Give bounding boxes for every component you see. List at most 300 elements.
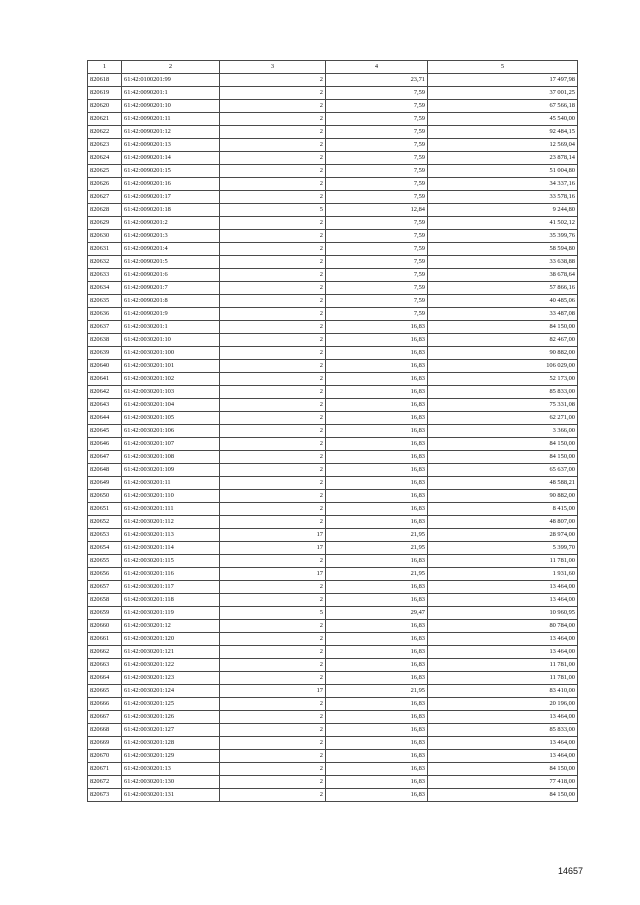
table-row <box>88 542 578 555</box>
table-cell-col-4: 16,83 <box>326 425 428 438</box>
table-cell-col-5: 11 781,00 <box>428 659 578 672</box>
table-cell-col-3: 2 <box>220 438 326 451</box>
table-cell-col-4: 16,83 <box>326 789 428 802</box>
table-cell-col-1: 820636 <box>88 308 122 321</box>
table-row <box>88 386 578 399</box>
table-cell-col-3: 2 <box>220 87 326 100</box>
table-cell-col-5: 13 464,00 <box>428 633 578 646</box>
table-cell-col-1: 820632 <box>88 256 122 269</box>
table-cell-col-1: 820663 <box>88 659 122 672</box>
table-row <box>88 516 578 529</box>
table-row <box>88 230 578 243</box>
table-cell-col-2: 61:42:0030201:129 <box>122 750 220 763</box>
table-row <box>88 451 578 464</box>
table-cell-col-4: 16,83 <box>326 334 428 347</box>
table-cell-col-4: 7,59 <box>326 282 428 295</box>
table-cell-col-2: 61:42:0030201:115 <box>122 555 220 568</box>
table-cell-col-4: 16,83 <box>326 776 428 789</box>
table-row <box>88 113 578 126</box>
table-cell-col-1: 820624 <box>88 152 122 165</box>
table-cell-col-3: 2 <box>220 243 326 256</box>
table-cell-col-2: 61:42:0030201:109 <box>122 464 220 477</box>
table-cell-col-2: 61:42:0090201:18 <box>122 204 220 217</box>
table-cell-col-4: 7,59 <box>326 139 428 152</box>
table-cell-col-5: 84 150,00 <box>428 321 578 334</box>
table-row <box>88 360 578 373</box>
cadastral-value-table <box>87 60 578 802</box>
table-cell-col-3: 17 <box>220 685 326 698</box>
table-row <box>88 295 578 308</box>
table-cell-col-3: 17 <box>220 542 326 555</box>
table-cell-col-4: 16,83 <box>326 659 428 672</box>
table-cell-col-4: 16,83 <box>326 412 428 425</box>
table-cell-col-2: 61:42:0030201:112 <box>122 516 220 529</box>
table-cell-col-3: 2 <box>220 321 326 334</box>
table-cell-col-4: 16,83 <box>326 464 428 477</box>
table-cell-col-5: 17 497,98 <box>428 74 578 87</box>
table-cell-col-3: 2 <box>220 477 326 490</box>
table-cell-col-4: 16,83 <box>326 321 428 334</box>
table-row <box>88 191 578 204</box>
table-cell-col-3: 2 <box>220 620 326 633</box>
table-cell-col-4: 16,83 <box>326 399 428 412</box>
table-cell-col-4: 21,95 <box>326 529 428 542</box>
table-cell-col-2: 61:42:0030201:128 <box>122 737 220 750</box>
table-cell-col-1: 820640 <box>88 360 122 373</box>
table-cell-col-5: 85 833,00 <box>428 386 578 399</box>
table-cell-col-3: 2 <box>220 230 326 243</box>
table-cell-col-3: 2 <box>220 126 326 139</box>
table-cell-col-5: 11 781,00 <box>428 555 578 568</box>
table-row <box>88 464 578 477</box>
table-cell-col-2: 61:42:0030201:102 <box>122 373 220 386</box>
table-cell-col-5: 13 464,00 <box>428 737 578 750</box>
table-cell-col-3: 2 <box>220 191 326 204</box>
table-cell-col-5: 8 415,00 <box>428 503 578 516</box>
table-cell-col-3: 2 <box>220 178 326 191</box>
table-cell-col-1: 820660 <box>88 620 122 633</box>
table-row <box>88 711 578 724</box>
table-cell-col-3: 2 <box>220 464 326 477</box>
table-cell-col-3: 2 <box>220 347 326 360</box>
header-row <box>88 61 578 74</box>
table-cell-col-3: 2 <box>220 724 326 737</box>
table-cell-col-3: 2 <box>220 295 326 308</box>
table-cell-col-3: 2 <box>220 711 326 724</box>
table-cell-col-4: 16,83 <box>326 360 428 373</box>
table-cell-col-2: 61:42:0030201:12 <box>122 620 220 633</box>
table-row <box>88 373 578 386</box>
table-cell-col-1: 820639 <box>88 347 122 360</box>
table-cell-col-3: 2 <box>220 152 326 165</box>
table-cell-col-3: 2 <box>220 581 326 594</box>
table-cell-col-2: 61:42:0030201:116 <box>122 568 220 581</box>
table-cell-col-4: 16,83 <box>326 555 428 568</box>
table-cell-col-3: 2 <box>220 139 326 152</box>
table-cell-col-1: 820656 <box>88 568 122 581</box>
table-cell-col-1: 820654 <box>88 542 122 555</box>
table-cell-col-4: 16,83 <box>326 672 428 685</box>
table-cell-col-5: 5 399,70 <box>428 542 578 555</box>
table-cell-col-1: 820635 <box>88 295 122 308</box>
table-row <box>88 438 578 451</box>
table-cell-col-2: 61:42:0030201:121 <box>122 646 220 659</box>
table-cell-col-4: 16,83 <box>326 698 428 711</box>
table-cell-col-3: 2 <box>220 672 326 685</box>
table-cell-col-3: 2 <box>220 334 326 347</box>
table-row <box>88 594 578 607</box>
table-cell-col-2: 61:42:0090201:11 <box>122 113 220 126</box>
table-cell-col-3: 2 <box>220 503 326 516</box>
table-cell-col-5: 67 566,18 <box>428 100 578 113</box>
table-cell-col-5: 65 637,00 <box>428 464 578 477</box>
table-cell-col-2: 61:42:0090201:9 <box>122 308 220 321</box>
table-cell-col-4: 16,83 <box>326 763 428 776</box>
table-cell-col-1: 820633 <box>88 269 122 282</box>
table-row <box>88 620 578 633</box>
table-cell-col-2: 61:42:0090201:1 <box>122 87 220 100</box>
table-cell-col-5: 83 410,00 <box>428 685 578 698</box>
table-cell-col-4: 16,83 <box>326 347 428 360</box>
table-cell-col-1: 820655 <box>88 555 122 568</box>
table-cell-col-1: 820661 <box>88 633 122 646</box>
table-cell-col-3: 17 <box>220 529 326 542</box>
table-cell-col-4: 16,83 <box>326 620 428 633</box>
table-cell-col-5: 84 150,00 <box>428 438 578 451</box>
table-cell-col-1: 820641 <box>88 373 122 386</box>
table-cell-col-1: 820657 <box>88 581 122 594</box>
table-cell-col-4: 7,59 <box>326 113 428 126</box>
table-cell-col-4: 29,47 <box>326 607 428 620</box>
table-row <box>88 269 578 282</box>
table-row <box>88 477 578 490</box>
table-cell-col-4: 16,83 <box>326 750 428 763</box>
table-cell-col-4: 7,59 <box>326 230 428 243</box>
table-cell-col-1: 820625 <box>88 165 122 178</box>
table-cell-col-4: 23,71 <box>326 74 428 87</box>
table-row <box>88 139 578 152</box>
table-cell-col-1: 820658 <box>88 594 122 607</box>
table-cell-col-3: 2 <box>220 594 326 607</box>
table-cell-col-4: 16,83 <box>326 438 428 451</box>
table-cell-col-2: 61:42:0090201:12 <box>122 126 220 139</box>
table-cell-col-1: 820620 <box>88 100 122 113</box>
table-row <box>88 646 578 659</box>
table-cell-col-2: 61:42:0030201:108 <box>122 451 220 464</box>
table-cell-col-1: 820651 <box>88 503 122 516</box>
table-row <box>88 776 578 789</box>
table-row <box>88 503 578 516</box>
table-cell-col-2: 61:42:0030201:101 <box>122 360 220 373</box>
table-cell-col-5: 57 866,16 <box>428 282 578 295</box>
table-cell-col-2: 61:42:0090201:8 <box>122 295 220 308</box>
table-cell-col-2: 61:42:0030201:131 <box>122 789 220 802</box>
table-cell-col-4: 16,83 <box>326 451 428 464</box>
table-cell-col-5: 45 540,00 <box>428 113 578 126</box>
table-cell-col-5: 106 029,00 <box>428 360 578 373</box>
table-cell-col-1: 820645 <box>88 425 122 438</box>
table-cell-col-1: 820634 <box>88 282 122 295</box>
table-cell-col-3: 2 <box>220 776 326 789</box>
table-row <box>88 490 578 503</box>
table-row <box>88 412 578 425</box>
table-cell-col-2: 61:42:0030201:130 <box>122 776 220 789</box>
table-cell-col-5: 28 974,00 <box>428 529 578 542</box>
table-row <box>88 282 578 295</box>
table-cell-col-4: 7,59 <box>326 256 428 269</box>
table-cell-col-4: 7,59 <box>326 243 428 256</box>
table-cell-col-1: 820627 <box>88 191 122 204</box>
table-cell-col-1: 820673 <box>88 789 122 802</box>
table-cell-col-5: 20 196,00 <box>428 698 578 711</box>
table-cell-col-5: 11 781,00 <box>428 672 578 685</box>
table-cell-col-3: 2 <box>220 308 326 321</box>
table-cell-col-3: 2 <box>220 282 326 295</box>
table-cell-col-1: 820622 <box>88 126 122 139</box>
table-cell-col-3: 2 <box>220 490 326 503</box>
table-cell-col-1: 820665 <box>88 685 122 698</box>
table-cell-col-5: 23 878,14 <box>428 152 578 165</box>
table-cell-col-2: 61:42:0030201:120 <box>122 633 220 646</box>
table-cell-col-3: 17 <box>220 568 326 581</box>
table-cell-col-5: 84 150,00 <box>428 451 578 464</box>
table-cell-col-4: 21,95 <box>326 568 428 581</box>
table-cell-col-1: 820662 <box>88 646 122 659</box>
table-row <box>88 633 578 646</box>
table-cell-col-5: 77 418,00 <box>428 776 578 789</box>
table-cell-col-4: 7,59 <box>326 269 428 282</box>
table-cell-col-5: 35 399,76 <box>428 230 578 243</box>
table-cell-col-2: 61:42:0030201:113 <box>122 529 220 542</box>
table-cell-col-2: 61:42:0030201:13 <box>122 763 220 776</box>
table-cell-col-5: 37 001,25 <box>428 87 578 100</box>
table-cell-col-5: 92 484,15 <box>428 126 578 139</box>
page-number: 14657 <box>558 866 584 876</box>
table-cell-col-4: 16,83 <box>326 477 428 490</box>
table-cell-col-2: 61:42:0030201:124 <box>122 685 220 698</box>
table-cell-col-5: 13 464,00 <box>428 711 578 724</box>
table-cell-col-2: 61:42:0090201:3 <box>122 230 220 243</box>
table-cell-col-5: 48 588,21 <box>428 477 578 490</box>
table-cell-col-4: 7,59 <box>326 165 428 178</box>
table-row <box>88 555 578 568</box>
table-cell-col-2: 61:42:0030201:103 <box>122 386 220 399</box>
table-cell-col-1: 820644 <box>88 412 122 425</box>
table-cell-col-3: 2 <box>220 412 326 425</box>
table-cell-col-2: 61:42:0090201:14 <box>122 152 220 165</box>
table-cell-col-5: 90 882,00 <box>428 347 578 360</box>
table-cell-col-5: 84 150,00 <box>428 763 578 776</box>
table-cell-col-5: 85 833,00 <box>428 724 578 737</box>
table-cell-col-1: 820626 <box>88 178 122 191</box>
table-body <box>88 74 578 802</box>
table-cell-col-2: 61:42:0090201:15 <box>122 165 220 178</box>
table-cell-col-4: 7,59 <box>326 217 428 230</box>
table-cell-col-4: 16,83 <box>326 594 428 607</box>
table-row <box>88 178 578 191</box>
table-cell-col-1: 820631 <box>88 243 122 256</box>
table-row <box>88 750 578 763</box>
table-cell-col-2: 61:42:0030201:10 <box>122 334 220 347</box>
table-cell-col-1: 820664 <box>88 672 122 685</box>
table-cell-col-1: 820650 <box>88 490 122 503</box>
table-row <box>88 87 578 100</box>
table-cell-col-5: 51 004,80 <box>428 165 578 178</box>
table-row <box>88 74 578 87</box>
table-cell-col-1: 820666 <box>88 698 122 711</box>
table-cell-col-5: 52 173,00 <box>428 373 578 386</box>
table-cell-col-3: 2 <box>220 165 326 178</box>
table-cell-col-1: 820643 <box>88 399 122 412</box>
table-cell-col-1: 820653 <box>88 529 122 542</box>
table-cell-col-1: 820638 <box>88 334 122 347</box>
table-cell-col-1: 820667 <box>88 711 122 724</box>
table-cell-col-2: 61:42:0030201:114 <box>122 542 220 555</box>
table-row <box>88 698 578 711</box>
table-row <box>88 763 578 776</box>
table-cell-col-4: 7,59 <box>326 308 428 321</box>
table-cell-col-3: 2 <box>220 516 326 529</box>
table-cell-col-4: 7,59 <box>326 178 428 191</box>
table-cell-col-2: 61:42:0090201:4 <box>122 243 220 256</box>
table-row <box>88 568 578 581</box>
header-col-4: 4 <box>326 61 428 74</box>
table-cell-col-5: 48 807,00 <box>428 516 578 529</box>
table-cell-col-4: 7,59 <box>326 152 428 165</box>
table-row <box>88 724 578 737</box>
table-cell-col-4: 16,83 <box>326 737 428 750</box>
table-cell-col-3: 2 <box>220 386 326 399</box>
table-cell-col-3: 2 <box>220 256 326 269</box>
table-cell-col-2: 61:42:0030201:11 <box>122 477 220 490</box>
table-cell-col-4: 21,95 <box>326 542 428 555</box>
table-cell-col-1: 820642 <box>88 386 122 399</box>
table-cell-col-2: 61:42:0030201:126 <box>122 711 220 724</box>
table-cell-col-2: 61:42:0090201:17 <box>122 191 220 204</box>
table-cell-col-3: 2 <box>220 373 326 386</box>
table-row <box>88 334 578 347</box>
table-cell-col-5: 38 678,64 <box>428 269 578 282</box>
table-cell-col-3: 2 <box>220 113 326 126</box>
table-cell-col-1: 820621 <box>88 113 122 126</box>
table-cell-col-2: 61:42:0090201:2 <box>122 217 220 230</box>
table-row <box>88 685 578 698</box>
table-cell-col-1: 820670 <box>88 750 122 763</box>
table-cell-col-3: 2 <box>220 737 326 750</box>
header-col-2: 2 <box>122 61 220 74</box>
table-cell-col-2: 61:42:0030201:100 <box>122 347 220 360</box>
table-row <box>88 737 578 750</box>
header-col-3: 3 <box>220 61 326 74</box>
table-cell-col-3: 2 <box>220 555 326 568</box>
table-cell-col-1: 820623 <box>88 139 122 152</box>
table-cell-col-5: 33 487,08 <box>428 308 578 321</box>
table-cell-col-3: 2 <box>220 217 326 230</box>
table-cell-col-3: 2 <box>220 659 326 672</box>
table-row <box>88 217 578 230</box>
header-col-5: 5 <box>428 61 578 74</box>
table-cell-col-3: 2 <box>220 360 326 373</box>
table-cell-col-5: 84 150,00 <box>428 789 578 802</box>
table-cell-col-1: 820637 <box>88 321 122 334</box>
table-cell-col-5: 3 366,00 <box>428 425 578 438</box>
table-row <box>88 425 578 438</box>
table-cell-col-3: 2 <box>220 100 326 113</box>
table-cell-col-4: 16,83 <box>326 581 428 594</box>
table-cell-col-1: 820659 <box>88 607 122 620</box>
table-cell-col-3: 2 <box>220 646 326 659</box>
table-cell-col-5: 9 244,80 <box>428 204 578 217</box>
table-cell-col-1: 820649 <box>88 477 122 490</box>
table-cell-col-2: 61:42:0030201:105 <box>122 412 220 425</box>
table-cell-col-2: 61:42:0030201:125 <box>122 698 220 711</box>
table-cell-col-3: 2 <box>220 399 326 412</box>
table-cell-col-5: 82 467,00 <box>428 334 578 347</box>
table-cell-col-5: 1 931,60 <box>428 568 578 581</box>
table-cell-col-1: 820647 <box>88 451 122 464</box>
table-cell-col-2: 61:42:0030201:119 <box>122 607 220 620</box>
table-cell-col-1: 820669 <box>88 737 122 750</box>
table-cell-col-4: 16,83 <box>326 386 428 399</box>
table-row <box>88 399 578 412</box>
table-cell-col-5: 10 960,95 <box>428 607 578 620</box>
table-cell-col-5: 13 464,00 <box>428 646 578 659</box>
table-cell-col-5: 13 464,00 <box>428 750 578 763</box>
table-cell-col-4: 7,59 <box>326 100 428 113</box>
table-cell-col-2: 61:42:0090201:7 <box>122 282 220 295</box>
table-row <box>88 256 578 269</box>
table-cell-col-4: 16,83 <box>326 503 428 516</box>
table-cell-col-2: 61:42:0030201:127 <box>122 724 220 737</box>
table-cell-col-4: 16,83 <box>326 373 428 386</box>
table-cell-col-2: 61:42:0030201:107 <box>122 438 220 451</box>
table-cell-col-3: 2 <box>220 425 326 438</box>
table-cell-col-5: 58 594,80 <box>428 243 578 256</box>
table-cell-col-4: 7,59 <box>326 126 428 139</box>
table-row <box>88 581 578 594</box>
table-cell-col-5: 62 271,00 <box>428 412 578 425</box>
table-cell-col-1: 820668 <box>88 724 122 737</box>
table-cell-col-2: 61:42:0030201:106 <box>122 425 220 438</box>
table-cell-col-5: 33 638,88 <box>428 256 578 269</box>
table-cell-col-2: 61:42:0090201:6 <box>122 269 220 282</box>
table-cell-col-4: 7,59 <box>326 191 428 204</box>
table-cell-col-4: 16,83 <box>326 724 428 737</box>
table-cell-col-2: 61:42:0090201:16 <box>122 178 220 191</box>
table-cell-col-5: 75 331,08 <box>428 399 578 412</box>
table-cell-col-3: 5 <box>220 607 326 620</box>
table-cell-col-3: 2 <box>220 763 326 776</box>
table-cell-col-2: 61:42:0030201:118 <box>122 594 220 607</box>
table-cell-col-1: 820672 <box>88 776 122 789</box>
table-row <box>88 607 578 620</box>
table-cell-col-1: 820646 <box>88 438 122 451</box>
table-cell-col-4: 16,83 <box>326 646 428 659</box>
table-row <box>88 308 578 321</box>
table-cell-col-2: 61:42:0030201:110 <box>122 490 220 503</box>
table-cell-col-5: 80 784,00 <box>428 620 578 633</box>
table-cell-col-5: 33 578,16 <box>428 191 578 204</box>
table-cell-col-2: 61:42:0030201:122 <box>122 659 220 672</box>
table-cell-col-1: 820671 <box>88 763 122 776</box>
table-row <box>88 347 578 360</box>
table-cell-col-5: 13 464,00 <box>428 581 578 594</box>
table-row <box>88 243 578 256</box>
table-cell-col-4: 16,83 <box>326 516 428 529</box>
table-row <box>88 204 578 217</box>
table-cell-col-1: 820618 <box>88 74 122 87</box>
table-row <box>88 672 578 685</box>
